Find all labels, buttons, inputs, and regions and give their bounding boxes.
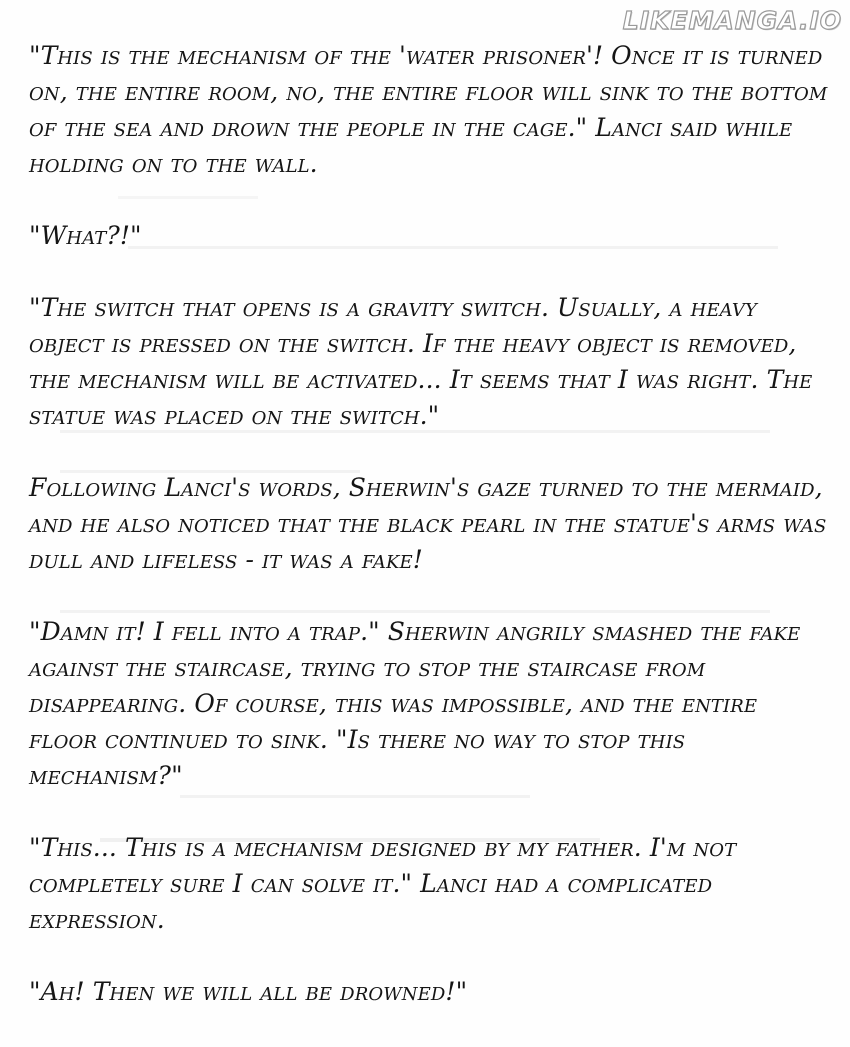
paragraph: "This is the mechanism of the 'water prisoner'! Once it is turned on, the entire room, no, the entire floor will sink to the bottom of the sea and drown the people in the cage." Lanci said while holding on to the wall.: [29, 41, 828, 178]
paragraph: "The switch that opens is a gravity switch. Usually, a heavy object is pressed on the switch. If the heavy object is removed, the mechanism will be activated... It seems that I was right. The statue was placed on the switch.": [29, 293, 813, 430]
paragraph: "Damn it! I fell into a trap." Sherwin angrily smashed the fake against the staircase, trying to stop the staircase from disappearing. Of course, this was impossible, and the entire floor continued to sink. "Is there no way to stop this mechanism?": [29, 617, 801, 790]
site-watermark: LIKEMANGA.IO: [622, 6, 842, 35]
story-text: [29, 38, 829, 1010]
paragraph: "What?!": [29, 221, 142, 250]
paragraph: Following Lanci's words, Sherwin's gaze turned to the mermaid, and he also noticed that the black pearl in the statue's arms was dull and lifeless - it was a fake!: [29, 473, 827, 574]
paragraph: "This... This is a mechanism designed by my father. I'm not completely sure I can solve it." Lanci had a complicated expression.: [29, 833, 737, 934]
paragraph: "Ah! Then we will all be drowned!": [29, 977, 468, 1006]
